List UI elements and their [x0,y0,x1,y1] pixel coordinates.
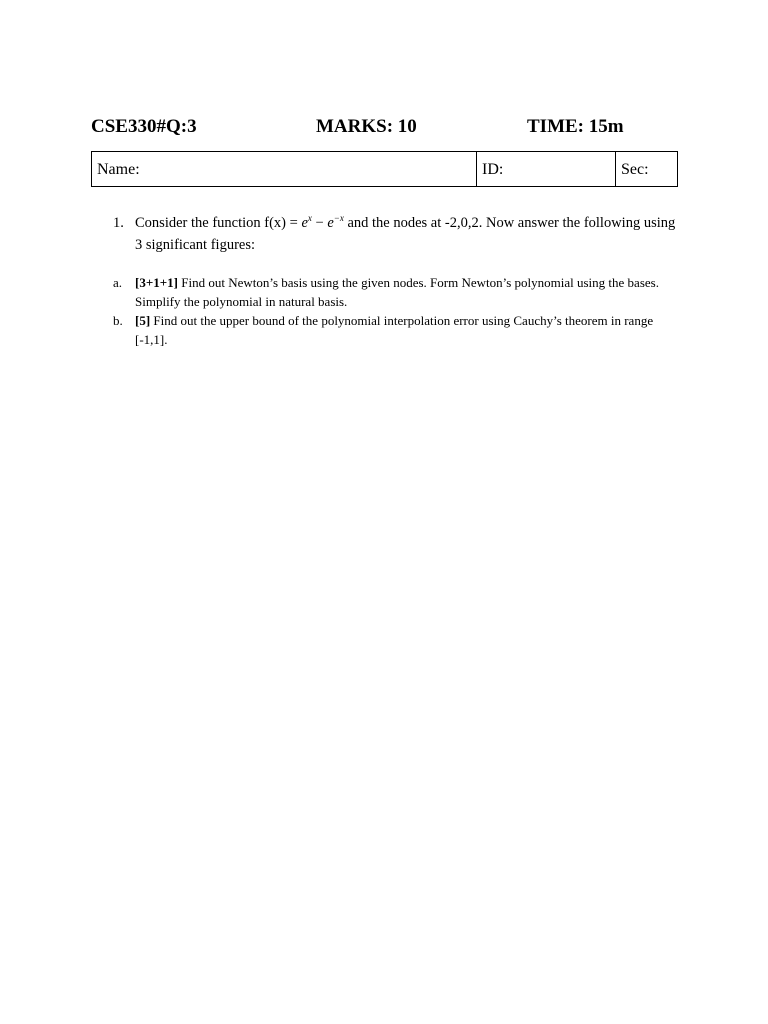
course-code: CSE330#Q:3 [91,116,197,137]
student-info-table [91,151,678,187]
id-field[interactable] [477,152,616,186]
subpart-a [113,273,683,311]
exam-header [91,116,681,142]
subpart-text: Find out Newton’s basis using the given nodes. Form Newton’s polynomial using the bases. Simplify the polynomial in natural basis. [135,275,659,309]
name-label: Name: [97,161,140,178]
math-minus: − [311,215,328,231]
sec-label: Sec: [621,161,649,178]
question-text-before: Consider the function f(x) = [135,215,302,231]
id-label: ID: [482,161,504,178]
question-number: 1. [113,215,124,231]
subpart-marks: [3+1+1] [135,275,178,290]
subpart-text: Find out the upper bound of the polynomial interpolation error using Cauchy’s theorem in range [-1,1]. [135,313,654,347]
subparts-list [113,273,683,349]
subpart-letter: a. [113,275,123,290]
subpart-letter: b. [113,313,123,328]
subpart-marks: [5] [135,313,151,328]
math-exponent-2: −x [333,213,344,223]
total-marks: MARKS: 10 [316,116,417,137]
math-e-2: e [327,215,334,231]
name-field[interactable] [92,152,477,186]
question-1 [113,212,683,256]
math-exponent-1: x [307,213,312,223]
time-limit: TIME: 15m [527,116,624,137]
section-field[interactable] [616,152,677,186]
question-text [135,212,683,256]
math-e-1: e [301,215,308,231]
subpart-b [113,311,683,349]
question-text-after: and the nodes at -2,0,2. Now answer the following using 3 significant figures: [135,215,676,253]
